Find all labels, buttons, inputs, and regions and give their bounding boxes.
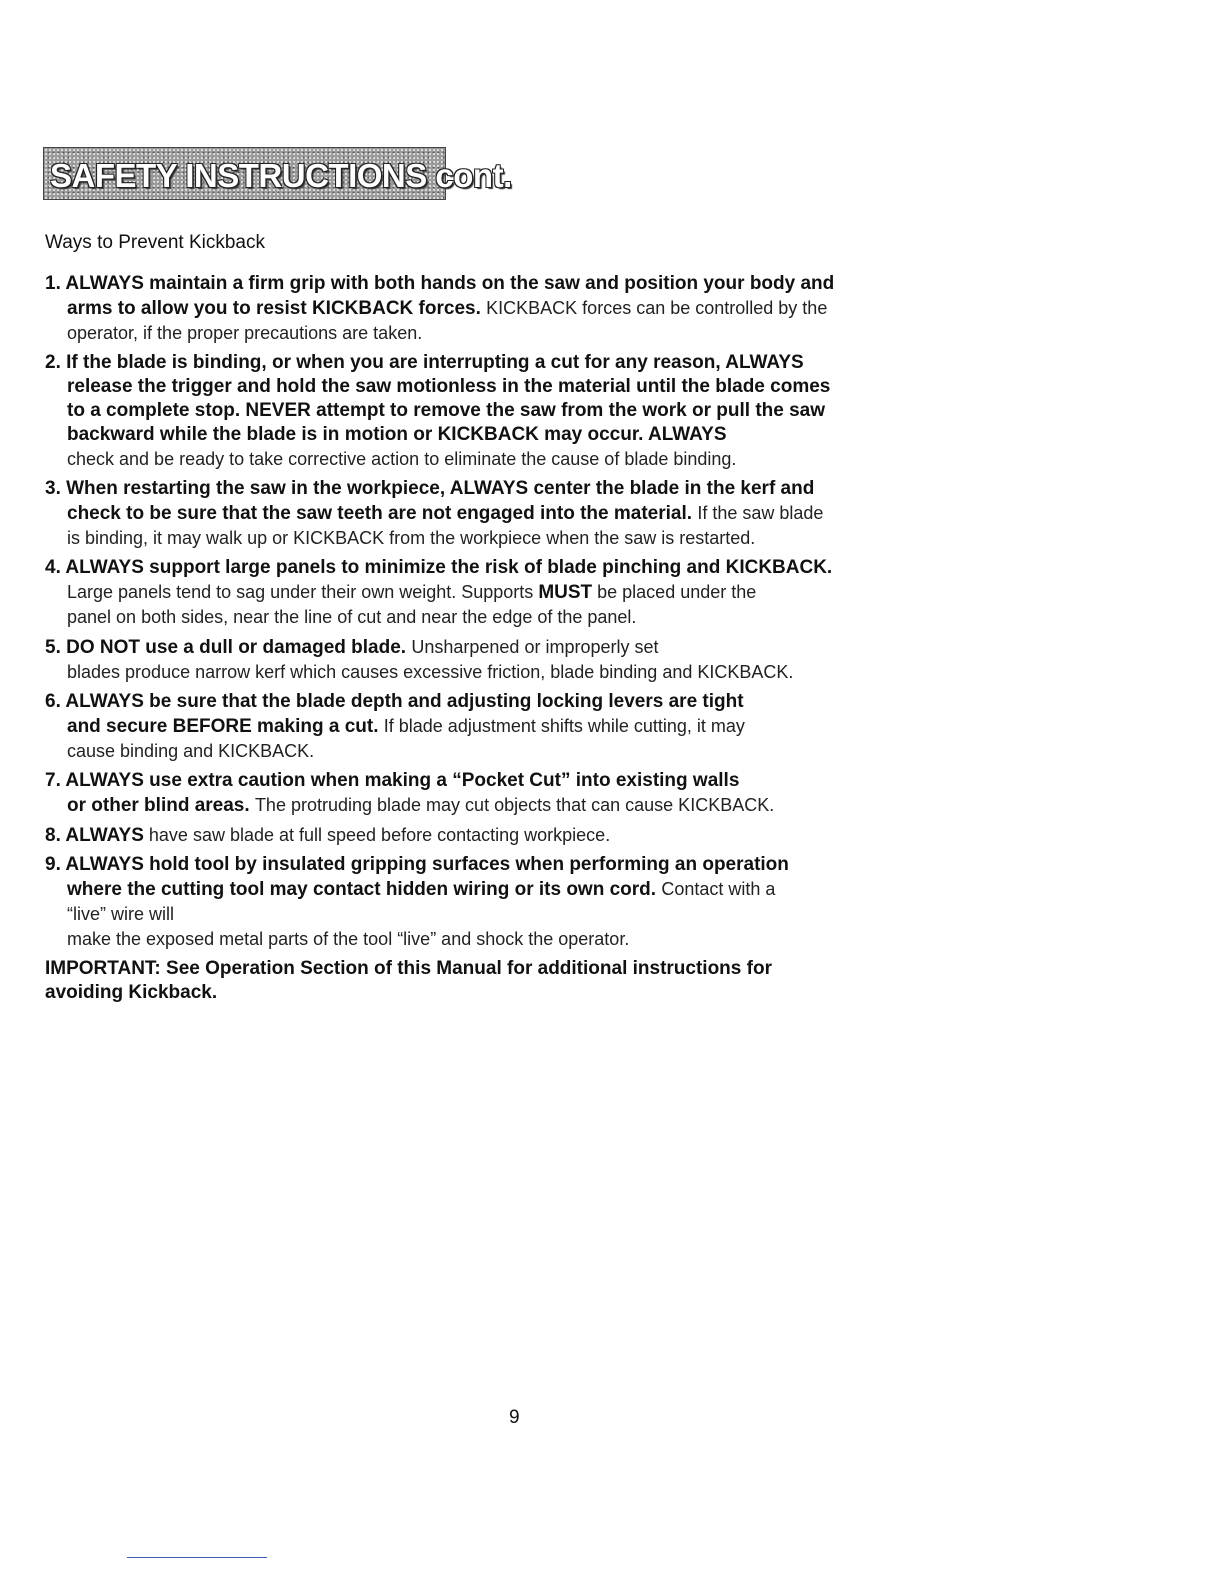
bold-text: arms to allow you to resist KICKBACK forces. [67, 298, 487, 319]
text-line [45, 321, 965, 346]
bold-text: 8. ALWAYS [45, 825, 144, 846]
bold-text: release the trigger and hold the saw motionless in the material until the blade comes [67, 376, 831, 397]
section-banner [43, 147, 512, 200]
instruction-list [45, 272, 965, 1010]
text-line [45, 927, 965, 952]
list-item [45, 351, 965, 472]
text-line [45, 635, 965, 660]
text-line [45, 272, 965, 296]
bold-text: 4. ALWAYS support large panels to minimize the risk of blade pinching and KICKBACK. [45, 557, 833, 578]
text-line [45, 660, 965, 685]
text-line [45, 793, 965, 818]
text-line [45, 769, 965, 793]
bold-text: 6. ALWAYS be sure that the blade depth and adjusting locking levers are tight [45, 691, 744, 712]
important-note [45, 957, 965, 1005]
body-text: Contact with a [661, 879, 776, 899]
bold-text: 3. When restarting the saw in the workpiece, ALWAYS center the blade in the kerf and [45, 478, 815, 499]
text-line [45, 447, 965, 472]
list-item [45, 769, 965, 818]
text-line [45, 853, 965, 877]
section-title: SAFETY INSTRUCTIONS cont. [50, 157, 512, 194]
list-item [45, 272, 965, 346]
body-text: have saw blade at full speed before contacting workpiece. [143, 825, 611, 845]
bold-text: or other blind areas. [67, 795, 255, 816]
body-text: be placed under the [592, 582, 757, 602]
text-line [45, 423, 965, 447]
page-number: 9 [509, 1407, 520, 1428]
text-line [45, 375, 965, 399]
subheading: Ways to Prevent Kickback [45, 232, 265, 253]
list-item [45, 477, 965, 551]
text-line [45, 690, 965, 714]
body-text: Large panels tend to sag under their own weight. Supports [67, 582, 539, 602]
body-text: blades produce narrow kerf which causes excessive friction, blade binding and KICKBACK. [67, 662, 794, 682]
bold-text: 2. If the blade is binding, or when you are interrupting a cut for any reason, ALWAYS [45, 352, 804, 373]
text-line [45, 556, 965, 580]
list-item [45, 635, 965, 685]
bold-text: 5. DO NOT use a dull or damaged blade. [45, 637, 412, 658]
text-line [45, 351, 965, 375]
bold-text: 1. ALWAYS maintain a firm grip with both hands on the saw and position your body and [45, 273, 835, 294]
body-text: make the exposed metal parts of the tool “live” and shock the operator. [67, 929, 630, 949]
text-line [45, 714, 965, 739]
list-item [45, 823, 965, 848]
text-line [45, 605, 965, 630]
bold-text: IMPORTANT: See Operation Section of this Manual for additional instructions for [45, 958, 772, 979]
text-line [45, 981, 965, 1005]
footer-rule [127, 1557, 267, 1558]
bold-text: 9. ALWAYS hold tool by insulated gripping surfaces when performing an operation [45, 854, 789, 875]
bold-text: and secure BEFORE making a cut. [67, 716, 384, 737]
bold-text: 7. ALWAYS use extra caution when making a “Pocket Cut” into existing walls [45, 770, 740, 791]
text-line [45, 957, 965, 981]
body-text: If the saw blade [697, 503, 824, 523]
body-text: KICKBACK forces can be controlled by the [486, 298, 828, 318]
bold-text: check to be sure that the saw teeth are not engaged into the material. [67, 503, 698, 524]
text-line [45, 526, 965, 551]
text-line [45, 296, 965, 321]
body-text: operator, if the proper precautions are taken. [67, 323, 423, 343]
body-text: cause binding and KICKBACK. [67, 741, 315, 761]
text-line [45, 477, 965, 501]
body-text: check and be ready to take corrective action to eliminate the cause of blade binding. [67, 449, 737, 469]
list-item [45, 556, 965, 630]
text-line [45, 823, 965, 848]
text-line [45, 580, 965, 605]
body-text: If blade adjustment shifts while cutting, it may [383, 716, 745, 736]
body-text: is binding, it may walk up or KICKBACK from the workpiece when the saw is restarted. [67, 528, 756, 548]
bold-text: backward while the blade is in motion or KICKBACK may occur. ALWAYS [67, 424, 727, 445]
list-item [45, 853, 965, 952]
body-text: “live” wire will [67, 904, 174, 924]
list-item [45, 690, 965, 764]
bold-text: MUST [538, 582, 593, 603]
text-line [45, 501, 965, 526]
bold-text: where the cutting tool may contact hidden wiring or its own cord. [67, 879, 662, 900]
text-line [45, 902, 965, 927]
bold-text: avoiding Kickback. [45, 982, 218, 1003]
body-text: panel on both sides, near the line of cut and near the edge of the panel. [67, 607, 637, 627]
text-line [45, 739, 965, 764]
body-text: The protruding blade may cut objects that can cause KICKBACK. [254, 795, 775, 815]
bold-text: to a complete stop. NEVER attempt to remove the saw from the work or pull the saw [67, 400, 826, 421]
body-text: Unsharpened or improperly set [411, 637, 659, 657]
text-line [45, 877, 965, 902]
text-line [45, 399, 965, 423]
